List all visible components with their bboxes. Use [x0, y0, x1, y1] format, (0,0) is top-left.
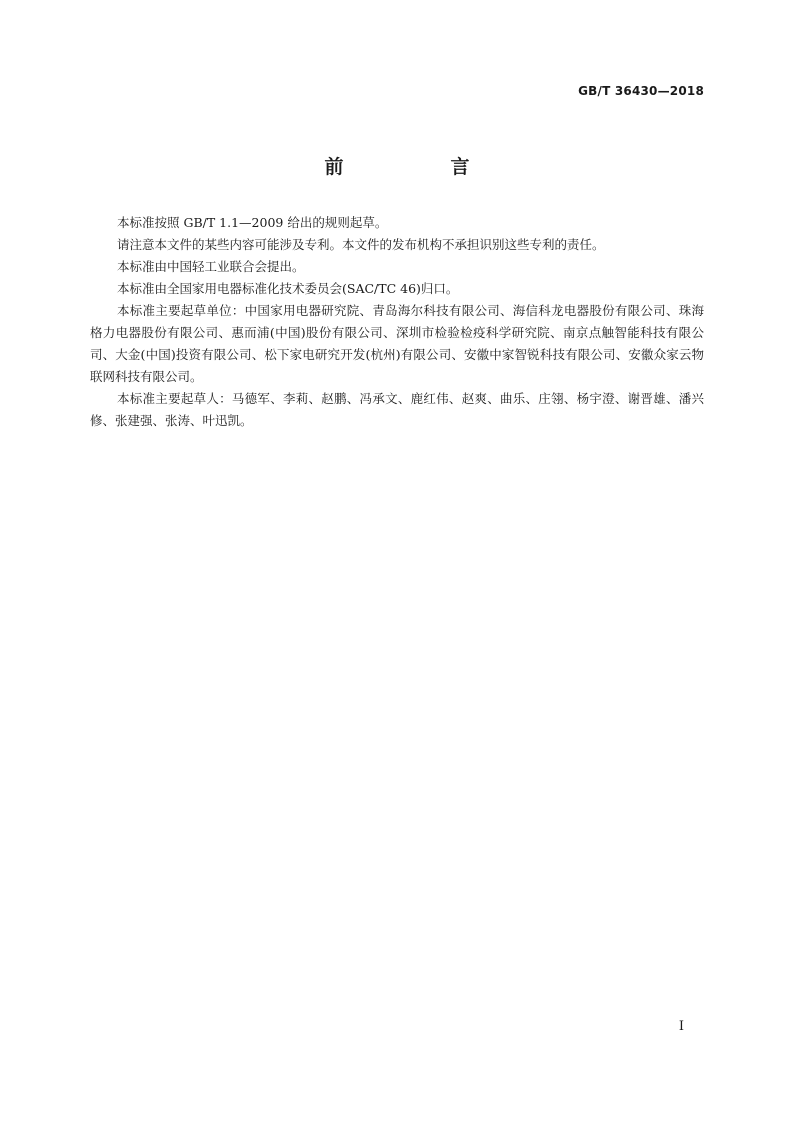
paragraph-technical-committee: 本标准由全国家用电器标准化技术委员会(SAC/TC 46)归口。	[117, 281, 459, 296]
paragraph-proposer: 本标准由中国轻工业联合会提出。	[117, 259, 305, 274]
paragraph-drafters: 本标准主要起草人：马德军、李莉、赵鹏、冯承文、鹿红伟、赵爽、曲乐、庄翎、杨宇澄、谢晋雄、潘兴修、张建强、张涛、叶迅凯。	[90, 391, 704, 428]
paragraph-drafting-organizations: 本标准主要起草单位：中国家用电器研究院、青岛海尔科技有限公司、海信科龙电器股份有限公司、珠海格力电器股份有限公司、惠而浦(中国)股份有限公司、深圳市检验检疫科学研究院、南京点触智能科技有限公司、大金(中国)投资有限公司、松下家电研究开发(杭州)有限公司、安徽中家智锐科技有限公司、安徽众家云物联网科技有限公司。	[90, 303, 704, 384]
paragraph-drafting-rules: 本标准按照 GB/T 1.1—2009 给出的规则起草。	[117, 215, 388, 230]
page-number: I	[678, 1019, 684, 1034]
foreword-body	[90, 212, 704, 432]
standard-number: GB/T 36430—2018	[578, 84, 704, 98]
paragraph-patent-notice: 请注意本文件的某些内容可能涉及专利。本文件的发布机构不承担识别这些专利的责任。	[117, 237, 605, 252]
page-title: 前 言	[324, 156, 514, 178]
